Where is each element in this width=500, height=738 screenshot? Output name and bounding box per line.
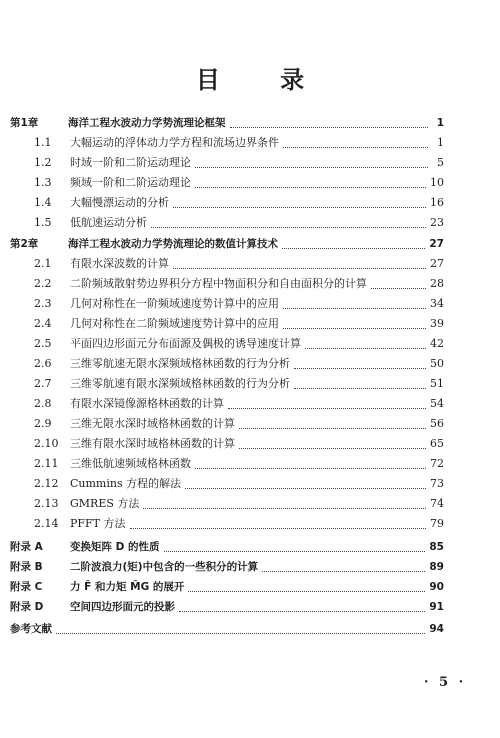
toc-entry-number: 附录 A <box>10 541 43 553</box>
toc-entry-title: 三维低航速频域格林函数 <box>70 457 191 470</box>
dot-leader <box>179 602 425 612</box>
toc-entry-title: Cummins 方程的解法 <box>70 477 182 490</box>
toc-entry-page: 72 <box>430 457 444 470</box>
toc-entry-title: 空间四边形面元的投影 <box>70 601 175 613</box>
dot-leader <box>294 359 426 369</box>
toc-entry-page: 39 <box>430 317 444 330</box>
toc-entry-title: 海洋工程水波动力学势流理论的数值计算技术 <box>68 238 278 250</box>
page-title: 目 录 <box>195 66 331 94</box>
toc-entry-page: 1 <box>436 117 444 129</box>
toc-entry-page: 34 <box>430 297 444 310</box>
toc-entry-page: 90 <box>429 581 444 593</box>
toc-entry-number: 2.7 <box>34 377 52 390</box>
toc-entry-page: 5 <box>437 156 444 169</box>
toc-entry-title: 海洋工程水波动力学势流理论框架 <box>68 117 226 129</box>
dot-leader <box>239 439 426 449</box>
toc-entry-page: 94 <box>429 623 444 635</box>
toc-entry-number: 2.13 <box>34 497 59 510</box>
dot-leader <box>283 299 426 309</box>
toc-entry-title: PFFT 方法 <box>70 517 126 530</box>
dot-leader <box>188 582 425 592</box>
toc-entry-page: 89 <box>429 561 444 573</box>
toc-entry-number: 2.6 <box>34 357 52 370</box>
dot-leader <box>195 178 426 188</box>
toc-entry[interactable] <box>34 397 444 411</box>
toc-entry-title: GMRES 方法 <box>70 497 140 510</box>
toc-entry-page: 56 <box>430 417 444 430</box>
toc-entry-page: 74 <box>430 497 444 510</box>
toc-entry[interactable] <box>10 116 444 130</box>
toc-entry-number: 2.5 <box>34 337 52 350</box>
toc-entry-number: 2.14 <box>34 517 59 530</box>
toc-entry-number: 2.3 <box>34 297 52 310</box>
dot-leader <box>294 379 426 389</box>
toc-entry-title: 有限水深波数的计算 <box>70 257 169 270</box>
toc-entry-title: 有限水深镜像源格林函数的计算 <box>70 397 224 410</box>
dot-leader <box>151 218 426 228</box>
toc-entry-page: 51 <box>430 377 444 390</box>
toc-entry-page: 28 <box>430 277 444 290</box>
dot-leader <box>283 319 426 329</box>
toc-entry-number: 附录 C <box>10 581 43 593</box>
toc-entry-title: 几何对称性在二阶频域速度势计算中的应用 <box>70 317 279 330</box>
toc-entry-number: 2.10 <box>34 437 59 450</box>
toc-entry[interactable] <box>10 237 444 251</box>
toc-entry-page: 16 <box>430 196 444 209</box>
toc-entry-page: 65 <box>430 437 444 450</box>
toc-entry-number: 2.9 <box>34 417 52 430</box>
toc-entry-title: 二阶波浪力(矩)中包含的一些积分的计算 <box>70 561 259 573</box>
toc-entry[interactable] <box>34 357 444 371</box>
toc-entry-page: 10 <box>430 176 444 189</box>
toc-entry-number: 2.11 <box>34 457 59 470</box>
toc-entry-title: 参考文献 <box>10 623 52 635</box>
toc-entry[interactable] <box>34 176 444 190</box>
toc-entry[interactable] <box>34 317 444 331</box>
toc-entry-number: 2.4 <box>34 317 52 330</box>
toc-entry-page: 1 <box>437 136 444 149</box>
dot-leader <box>195 158 428 168</box>
dot-leader <box>239 419 426 429</box>
toc-entry-title: 几何对称性在一阶频域速度势计算中的应用 <box>70 297 279 310</box>
toc-entry[interactable] <box>34 517 444 531</box>
page-number: · 5 · <box>424 675 467 690</box>
toc-entry-title: 三维有限水深时域格林函数的计算 <box>70 437 235 450</box>
toc-entry[interactable] <box>34 377 444 391</box>
toc-entry-title: 时域一阶和二阶运动理论 <box>70 156 191 169</box>
dot-leader <box>283 138 428 148</box>
dot-leader <box>173 198 426 208</box>
dot-leader <box>185 479 426 489</box>
toc-entry[interactable] <box>10 622 444 636</box>
toc-entry-title: 频域一阶和二阶运动理论 <box>70 176 191 189</box>
toc-entry[interactable] <box>34 277 444 291</box>
toc-entry-number: 2.8 <box>34 397 52 410</box>
toc-entry-title: 平面四边形面元分布面源及偶极的诱导速度计算 <box>70 337 301 350</box>
toc-entry[interactable] <box>34 216 444 230</box>
toc-entry-title: 大幅慢漂运动的分析 <box>70 196 169 209</box>
toc-entry-title: 三维零航速有限水深频域格林函数的行为分析 <box>70 377 290 390</box>
toc-entry-number: 第1章 <box>10 117 39 129</box>
toc-entry-number: 1.2 <box>34 156 52 169</box>
toc-entry-title: 大幅运动的浮体动力学方程和流场边界条件 <box>70 136 279 149</box>
toc-entry[interactable] <box>34 156 444 170</box>
toc-entry-page: 23 <box>430 216 444 229</box>
dot-leader <box>230 118 429 128</box>
toc-entry[interactable] <box>34 477 444 491</box>
toc-entry-page: 85 <box>429 541 444 553</box>
toc-entry[interactable] <box>34 136 444 150</box>
toc-entry-page: 73 <box>430 477 444 490</box>
toc-entry[interactable] <box>10 540 444 554</box>
dot-leader <box>282 239 425 249</box>
dot-leader <box>164 542 426 552</box>
toc-entry-title: 三维零航速无限水深频域格林函数的行为分析 <box>70 357 290 370</box>
toc-entry[interactable] <box>34 297 444 311</box>
toc-entry[interactable] <box>10 600 444 614</box>
toc-entry-title: 变换矩阵 D 的性质 <box>70 541 160 553</box>
toc-entry-page: 91 <box>429 601 444 613</box>
toc-entry[interactable] <box>34 497 444 511</box>
toc-entry-page: 42 <box>430 337 444 350</box>
toc-entry-number: 1.1 <box>34 136 52 149</box>
toc-entry-page: 54 <box>430 397 444 410</box>
dot-leader <box>143 499 426 509</box>
toc-entry-number: 附录 D <box>10 601 44 613</box>
toc-entry[interactable] <box>34 196 444 210</box>
dot-leader <box>130 519 427 529</box>
toc-entry[interactable] <box>34 257 444 271</box>
toc-entry-number: 第2章 <box>10 238 39 250</box>
toc-entry-page: 50 <box>430 357 444 370</box>
toc-entry[interactable] <box>34 417 444 431</box>
dot-leader <box>195 459 426 469</box>
dot-leader <box>371 279 426 289</box>
toc-entry-number: 1.3 <box>34 176 52 189</box>
toc-entry-title: 三维无限水深时域格林函数的计算 <box>70 417 235 430</box>
toc-entry-number: 附录 B <box>10 561 43 573</box>
dot-leader <box>228 399 426 409</box>
toc-entry-number: 1.5 <box>34 216 52 229</box>
toc-entry-number: 1.4 <box>34 196 52 209</box>
dot-leader <box>56 624 425 634</box>
toc-entry-title: 低航速运动分析 <box>70 216 147 229</box>
dot-leader <box>173 259 426 269</box>
dot-leader <box>305 339 426 349</box>
toc-entry[interactable] <box>34 457 444 471</box>
dot-leader <box>262 562 425 572</box>
toc-entry[interactable] <box>34 437 444 451</box>
toc-entry-number: 2.1 <box>34 257 52 270</box>
toc-entry-title: 力 F̂ 和力矩 M̂G 的展开 <box>70 581 185 593</box>
toc-entry[interactable] <box>10 580 444 594</box>
toc-entry[interactable] <box>10 560 444 574</box>
toc-entry-number: 2.12 <box>34 477 59 490</box>
toc-entry-page: 27 <box>430 257 444 270</box>
toc-entry-page: 79 <box>430 517 444 530</box>
toc-entry-page: 27 <box>429 238 444 250</box>
toc-entry-number: 2.2 <box>34 277 52 290</box>
toc-entry-title: 二阶频域散射势边界积分方程中物面积分和自由面积分的计算 <box>70 277 367 290</box>
toc-entry[interactable] <box>34 337 444 351</box>
